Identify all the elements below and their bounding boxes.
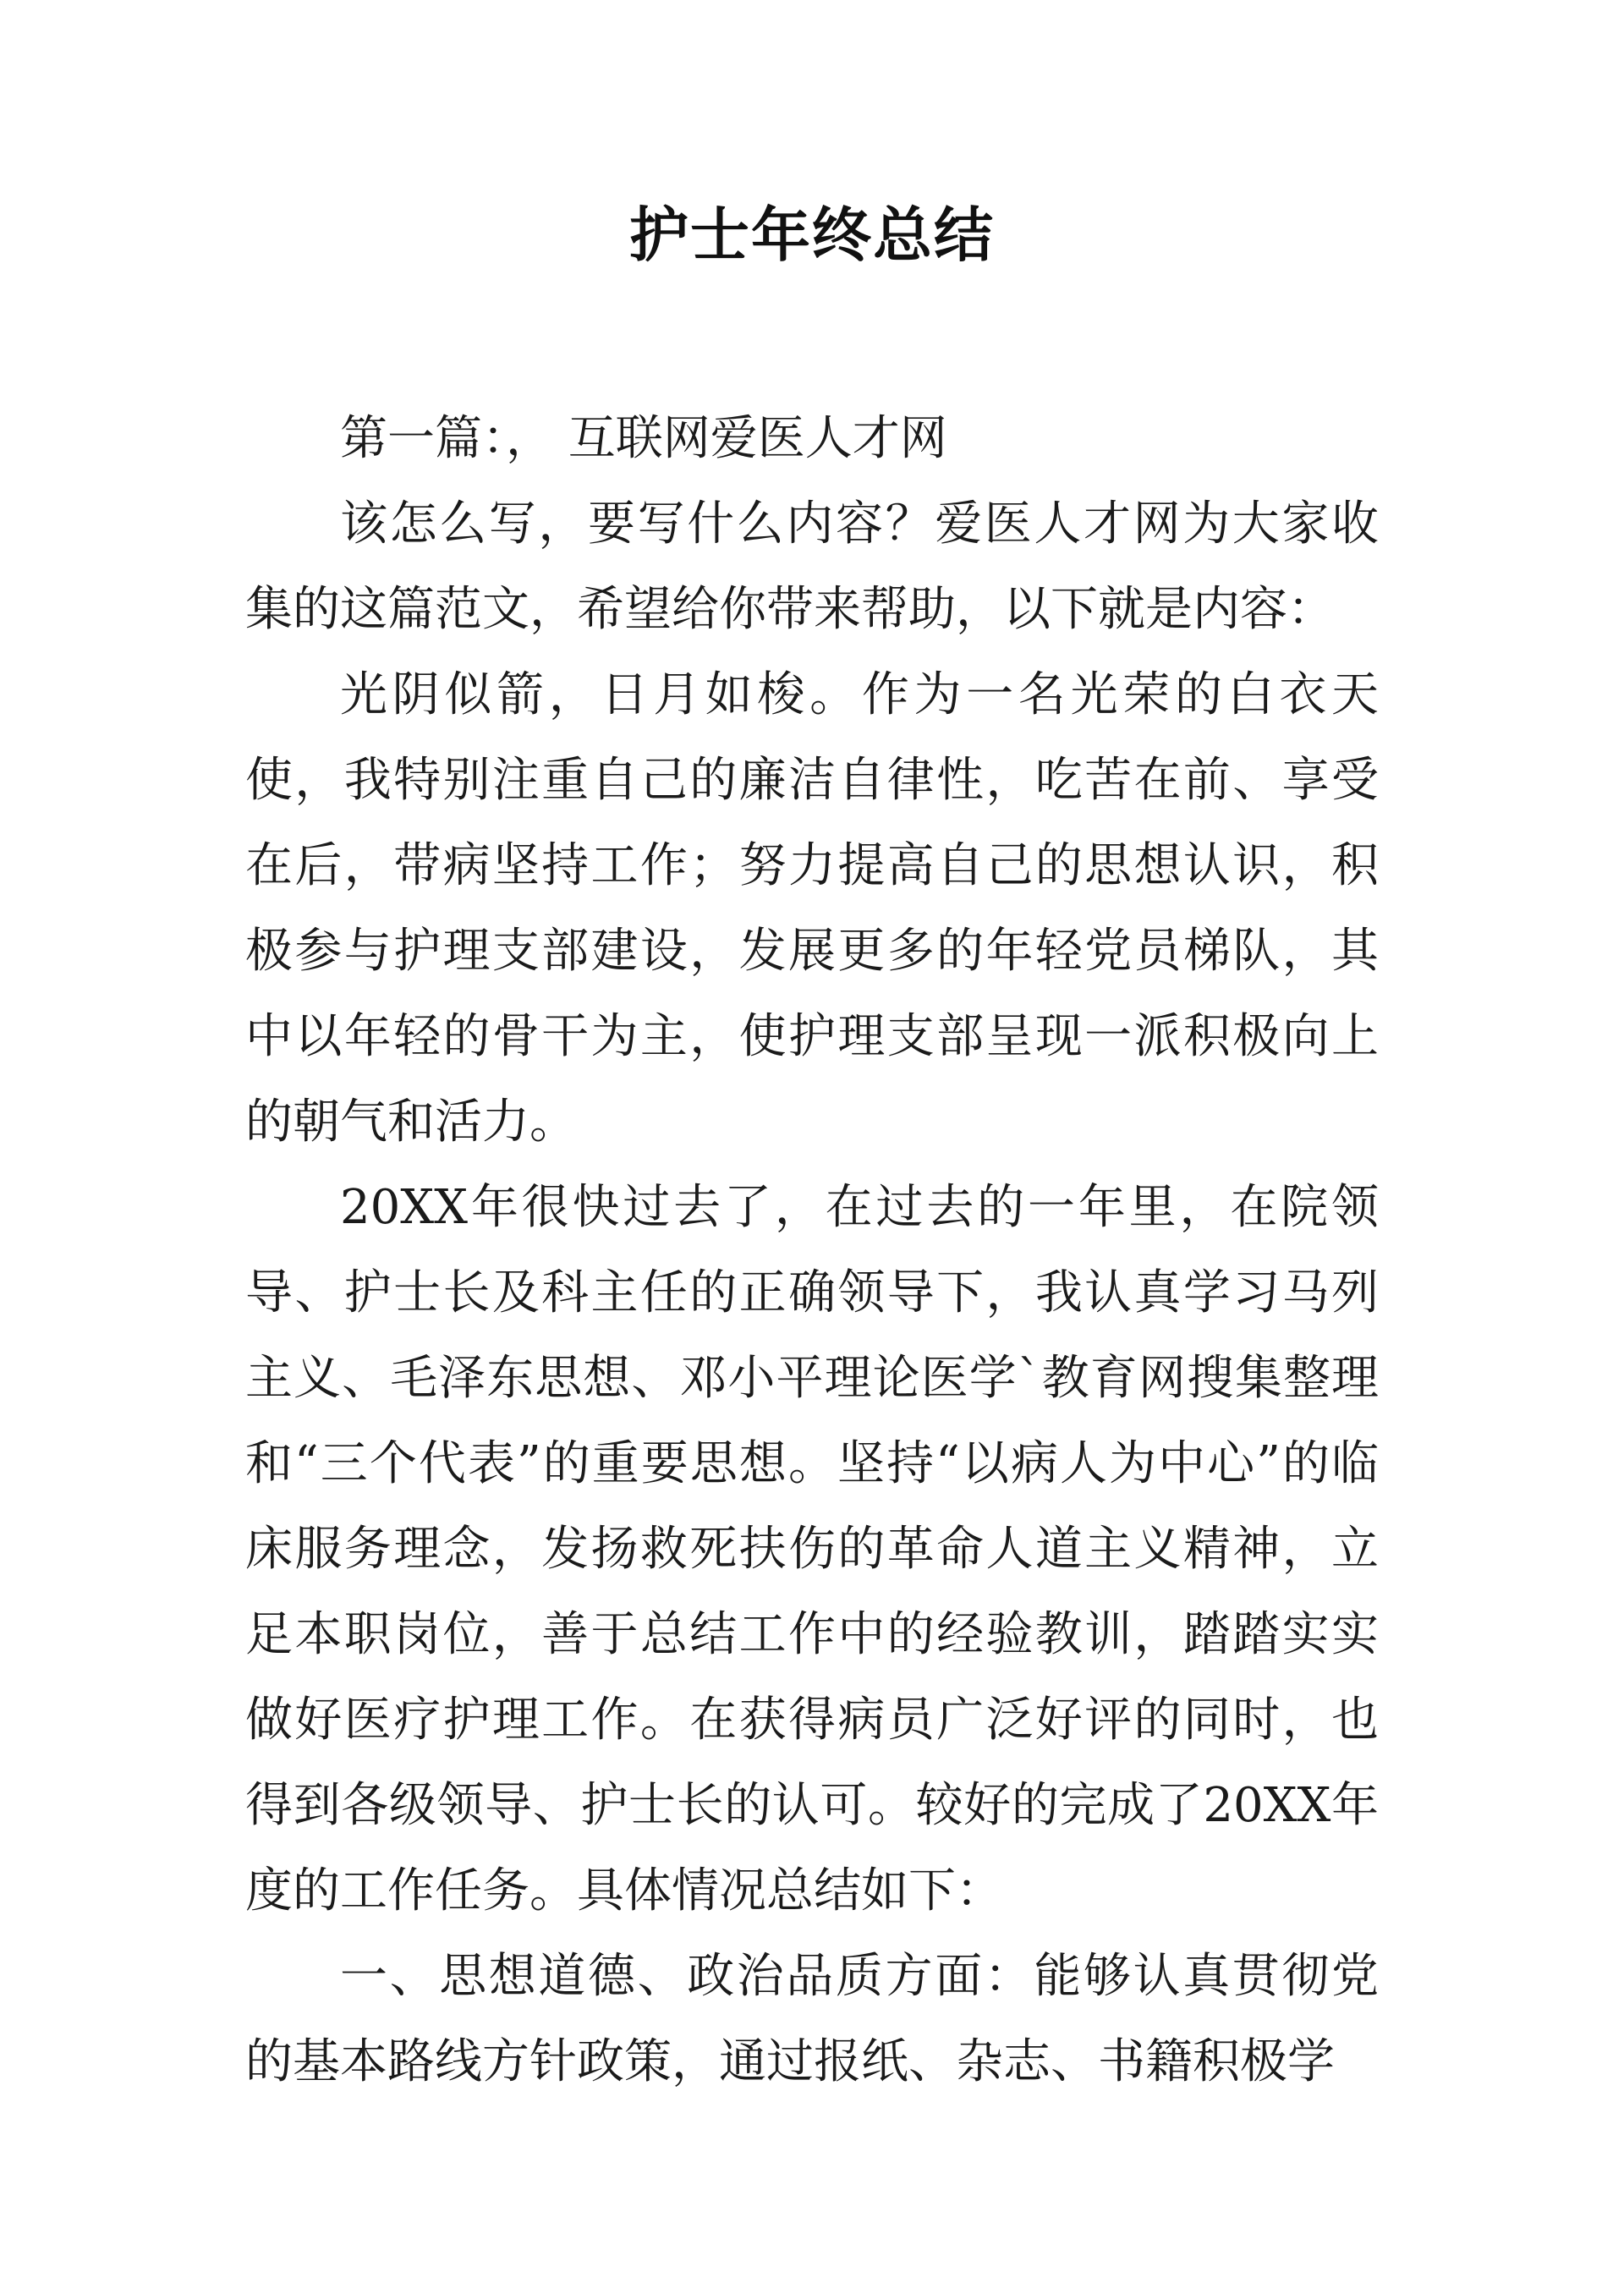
paragraph-intro: 该怎么写，要写什么内容？爱医人才网为大家收集的这篇范文，希望给你带来帮助，以下就是内容： [245,497,1379,637]
paragraph-body: 20XX年很快过去了，在过去的一年里，在院领导、护士长及科主任的正确领导下，我认真学习马列主义、毛泽东思想、邓小平理论医学`教育网搜集整理和“三个代表”的重要思想。坚持“以病人为中心”的临床服务理念，发扬救死扶伤的革命人道主义精神，立足本职岗位，善于总结工作中的经验教训，踏踏实实做好医疗护理工作。在获得病员广泛好评的同时，也得到各级领导、护士长的认可。较好的完成了20XX年度的工作任务。具体情况总结如下： [245,1180,1379,1918]
paragraph-body: 光阴似箭，日月如梭。作为一名光荣的白衣天使，我特别注重自己的廉洁自律性，吃苦在前、享受在后，带病坚持工作；努力提高自己的思想认识，积极参与护理支部建设，发展更多的年轻党员梯队，其中以年轻的骨干为主，使护理支部呈现一派积极向上的朝气和活力。 [245,667,1379,1150]
document-title: 护士年终总结 [629,200,995,270]
paragraph-heading: 第一篇：， 互联网爱医人才网 [340,411,947,466]
document-body [245,396,1379,2105]
paragraph-body: 一、思想道德、政治品质方面：能够认真贯彻党的基本路线方针政策，通过报纸、杂志、书籍积极学 [245,1949,1379,2089]
